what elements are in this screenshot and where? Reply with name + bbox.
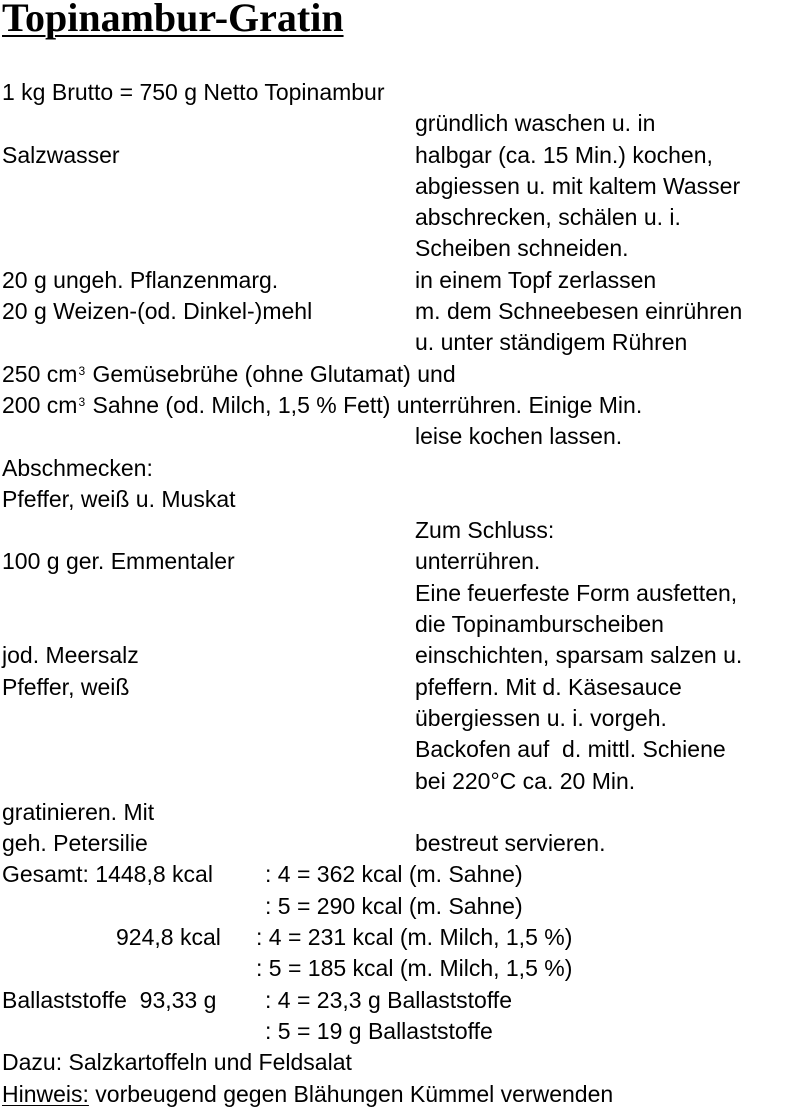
full-line-text	[2, 390, 642, 425]
line-rest-text: Sahne (od. Milch, 1,5 % Fett) unterrühren. Einige Min.	[86, 391, 643, 418]
nutrition-line	[2, 1016, 798, 1047]
nutrition-line	[2, 922, 798, 953]
ingredient-text: geh. Petersilie	[2, 830, 148, 857]
recipe-line	[2, 359, 798, 390]
ingredient-text: Pfeffer, weiß u. Muskat	[2, 485, 236, 512]
instruction-text: Eine feuerfeste Form ausfetten,	[415, 579, 738, 606]
instruction-text: abschrecken, schälen u. i.	[415, 204, 681, 231]
superscript-three: 3	[78, 363, 86, 378]
superscript-three: 3	[78, 394, 86, 409]
amount-text: 200 cm	[2, 391, 78, 418]
instruction-text: m. dem Schneebesen einrühren	[415, 298, 743, 325]
instruction-text: gründlich waschen u. in	[415, 110, 656, 137]
hint-text	[2, 1079, 613, 1110]
recipe-line	[2, 327, 798, 358]
milch-kcal-label: 924,8 kcal	[116, 924, 221, 951]
recipe-line	[2, 390, 798, 421]
instruction-text: pfeffern. Mit d. Käsesauce	[415, 673, 682, 700]
ingredient-text: Pfeffer, weiß	[2, 673, 130, 700]
instruction-text: Backofen auf d. mittl. Schiene	[415, 736, 726, 763]
recipe-line	[2, 578, 798, 609]
ingredient-text: gratinieren. Mit	[2, 798, 155, 825]
instruction-text: bei 220°C ca. 20 Min.	[415, 767, 636, 794]
hint-line	[2, 1079, 798, 1110]
ingredient-text: 20 g ungeh. Pflanzenmarg.	[2, 266, 279, 293]
instruction-text: die Topinamburscheiben	[415, 611, 664, 638]
recipe-line	[2, 546, 798, 577]
recipe-line	[2, 703, 798, 734]
recipe-line	[2, 202, 798, 233]
recipe-line	[2, 233, 798, 264]
instruction-text: abgiessen u. mit kaltem Wasser	[415, 172, 741, 199]
recipe-line	[2, 828, 798, 859]
recipe-line	[2, 672, 798, 703]
hint-body: vorbeugend gegen Blähungen Kümmel verwenden	[88, 1080, 614, 1107]
ingredient-text: Salzwasser	[2, 141, 120, 168]
instruction-text: übergiessen u. i. vorgeh.	[415, 704, 667, 731]
instruction-text: unterrühren.	[415, 548, 541, 575]
kcal-per-4-milch: : 4 = 231 kcal (m. Milch, 1,5 %)	[256, 924, 573, 951]
instruction-text: einschichten, sparsam salzen u.	[415, 642, 743, 669]
hint-label: Hinweis:	[2, 1080, 89, 1107]
nutrition-line	[2, 891, 798, 922]
ingredient-text: 100 g ger. Emmentaler	[2, 548, 235, 575]
nutrition-line	[2, 953, 798, 984]
recipe-line	[2, 171, 798, 202]
kcal-per-5-sahne: : 5 = 290 kcal (m. Sahne)	[265, 892, 523, 919]
recipe-line	[2, 515, 798, 546]
serving-line	[2, 1047, 798, 1078]
recipe-line	[2, 640, 798, 671]
recipe-body	[2, 77, 798, 1110]
recipe-line	[2, 265, 798, 296]
instruction-text: u. unter ständigem Rühren	[415, 329, 688, 356]
ingredient-text: 20 g Weizen-(od. Dinkel-)mehl	[2, 298, 313, 325]
ingredient-text: 1 kg Brutto = 750 g Netto Topinambur	[2, 79, 385, 105]
kcal-per-4-sahne: : 4 = 362 kcal (m. Sahne)	[265, 861, 523, 888]
line-rest-text: Gemüsebrühe (ohne Glutamat) und	[86, 360, 456, 387]
nutrition-line	[2, 859, 798, 890]
recipe-line	[2, 77, 798, 108]
recipe-line	[2, 296, 798, 327]
recipe-line	[2, 609, 798, 640]
nutrition-line	[2, 985, 798, 1016]
kcal-per-5-milch: : 5 = 185 kcal (m. Milch, 1,5 %)	[256, 955, 573, 982]
recipe-line	[2, 140, 798, 171]
recipe-line	[2, 421, 798, 452]
recipe-line	[2, 484, 798, 515]
instruction-text: Scheiben schneiden.	[415, 235, 629, 262]
ballaststoffe-per-5: : 5 = 19 g Ballaststoffe	[265, 1017, 493, 1044]
gesamt-kcal-label: Gesamt: 1448,8 kcal	[2, 861, 213, 888]
amount-text: 250 cm	[2, 360, 78, 387]
recipe-title: Topinambur-Gratin	[2, 0, 344, 40]
instruction-text: halbgar (ca. 15 Min.) kochen,	[415, 141, 713, 168]
recipe-line	[2, 108, 798, 139]
recipe-line	[2, 797, 798, 828]
instruction-text: leise kochen lassen.	[415, 423, 623, 450]
instruction-text: bestreut servieren.	[415, 830, 606, 857]
instruction-text: in einem Topf zerlassen	[415, 266, 657, 293]
recipe-line	[2, 766, 798, 797]
recipe-line	[2, 453, 798, 484]
ingredient-text: jod. Meersalz	[2, 642, 139, 669]
recipe-line	[2, 734, 798, 765]
serving-suggestion: Dazu: Salzkartoffeln und Feldsalat	[2, 1049, 352, 1076]
instruction-text: Zum Schluss:	[415, 517, 555, 544]
ingredient-text: Abschmecken:	[2, 454, 153, 481]
full-line-text	[2, 359, 456, 394]
ballaststoffe-per-4: : 4 = 23,3 g Ballaststoffe	[265, 986, 512, 1013]
ballaststoffe-label: Ballaststoffe 93,33 g	[2, 986, 217, 1013]
